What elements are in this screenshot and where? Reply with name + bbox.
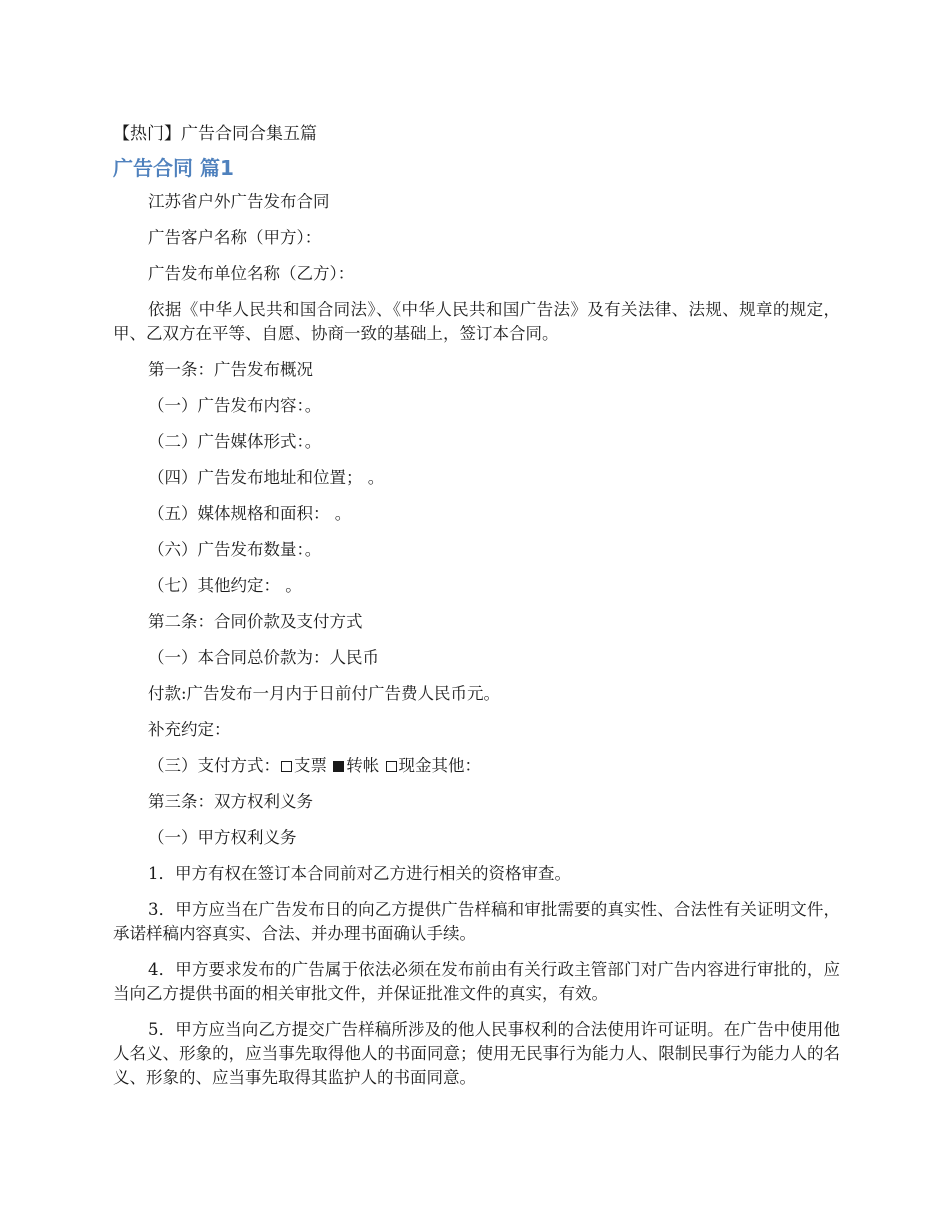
payment-option-label: 支票 bbox=[294, 756, 327, 775]
paragraph: 付款:广告发布一月内于日前付广告费人民币元。 bbox=[148, 684, 501, 703]
paragraph: 3．甲方应当在广告发布日的向乙方提供广告样稿和审批需要的真实性、合法性有关证明文件，承诺样稿内容真实、合法、并办理书面确认手续。 bbox=[113, 900, 840, 943]
payment-method-paragraph bbox=[113, 754, 840, 778]
paragraph: （四）广告发布地址和位置； 。 bbox=[148, 468, 385, 487]
paragraph: （六）广告发布数量：。 bbox=[148, 540, 322, 559]
paragraph: 第三条：双方权利义务 bbox=[148, 792, 313, 811]
paragraph: 5．甲方应当向乙方提交广告样稿所涉及的他人民事权利的合法使用许可证明。在广告中使用他人名义、形象的，应当事先取得他人的书面同意；使用无民事行为能力人、限制民事行为能力人的名义、形象的、应当事先取得其监护人的书面同意。 bbox=[113, 1020, 840, 1087]
paragraph: 江苏省户外广告发布合同 bbox=[148, 192, 330, 211]
paragraph: 第一条：广告发布概况 bbox=[148, 360, 313, 379]
paragraph: 广告客户名称（甲方）： bbox=[148, 228, 322, 247]
paragraph: （一）广告发布内容：。 bbox=[148, 396, 322, 415]
paragraph: （一）本合同总价款为：人民币 bbox=[148, 648, 379, 667]
paragraph: （一）甲方权利义务 bbox=[148, 828, 297, 847]
paragraph: 第二条：合同价款及支付方式 bbox=[148, 612, 363, 631]
paragraph: 依据《中华人民共和国合同法》、《中华人民共和国广告法》及有关法律、法规、规章的规定，甲、乙双方在平等、自愿、协商一致的基础上，签订本合同。 bbox=[113, 300, 840, 343]
paragraph: （五）媒体规格和面积： 。 bbox=[148, 504, 352, 523]
payment-method-label: （三）支付方式： bbox=[148, 756, 280, 775]
paragraph: 广告发布单位名称（乙方）： bbox=[148, 264, 355, 283]
payment-option-label: 转帐 bbox=[346, 756, 380, 775]
checkbox-unchecked-icon bbox=[386, 761, 397, 772]
section-heading: 广告合同 篇1 bbox=[113, 156, 234, 180]
checkbox-checked-icon bbox=[333, 761, 344, 772]
paragraph: 4．甲方要求发布的广告属于依法必须在发布前由有关行政主管部门对广告内容进行审批的，应当向乙方提供书面的相关审批文件，并保证批准文件的真实，有效。 bbox=[113, 960, 840, 1003]
payment-option-label: 现金其他： bbox=[398, 756, 481, 775]
paragraph: 1．甲方有权在签订本合同前对乙方进行相关的资格审查。 bbox=[148, 864, 571, 883]
paragraph: （七）其他约定： 。 bbox=[148, 576, 302, 595]
document-title: 【热门】广告合同合集五篇 bbox=[113, 124, 317, 144]
paragraph: （二）广告媒体形式：。 bbox=[148, 432, 322, 451]
checkbox-unchecked-icon bbox=[281, 761, 292, 772]
paragraph: 补充约定： bbox=[148, 720, 231, 739]
